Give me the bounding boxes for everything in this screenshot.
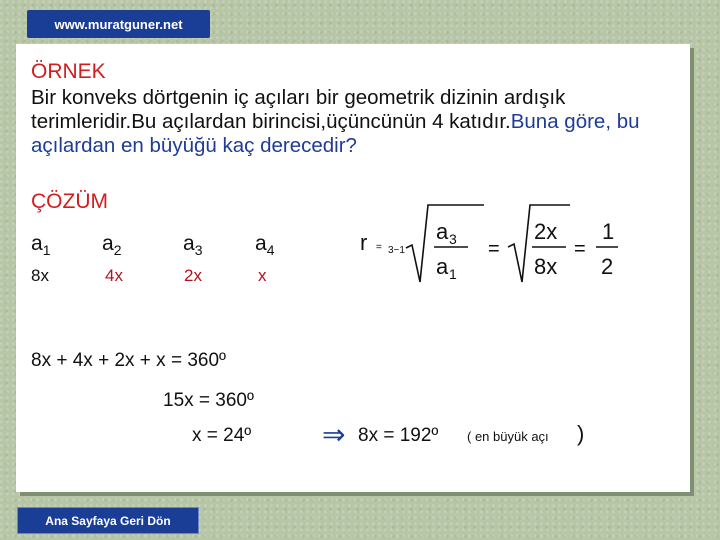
answer-note: ( en büyük açı (467, 429, 549, 444)
term-a3: $a_3$ (183, 232, 203, 259)
ratio-a-bot-idx: 1 (449, 266, 457, 282)
ratio-r: r (360, 230, 368, 255)
ratio-eq2: = (488, 238, 500, 260)
equation-sum: 8x + 4x + 2x + x = 360º (31, 350, 226, 371)
equation-15x: 15x = 360º (163, 390, 254, 411)
value-a4: x (258, 266, 267, 285)
equation-x: x = 24º (192, 425, 252, 446)
term-a4: $a_4$ (255, 232, 275, 259)
term-a1: $a_1$ (31, 232, 51, 259)
ratio-eq3: = (574, 238, 586, 260)
question-part-1: Bir konveks dörtgenin iç açıları bir geometrik dizinin ardışık terimleridir.Bu açılardan birincisi,üçüncünün 4 katıdır. (31, 86, 566, 133)
value-a2: 4x (105, 266, 123, 285)
answer-close-paren: ) (577, 421, 585, 446)
term-a2: $a_2$ (102, 232, 122, 259)
value-a3: 2x (184, 266, 202, 285)
root-index: 3−1 (388, 245, 405, 256)
site-url-tab: www.muratguner.net (27, 10, 210, 38)
ratio-a-top-idx: 3 (449, 231, 457, 247)
example-heading: ÖRNEK (31, 60, 106, 83)
ratio-a-bot: a (436, 254, 449, 279)
frac-bot-8x: 8x (534, 254, 558, 279)
question-text (31, 86, 676, 158)
half-bot: 2 (601, 254, 614, 279)
implies-arrow-icon: ⇒ (322, 419, 346, 450)
answer-equation: 8x = 192º (358, 425, 439, 446)
ratio-a-top: a (436, 219, 449, 244)
solution-heading: ÇÖZÜM (31, 190, 108, 213)
half-top: 1 (602, 219, 615, 244)
ratio-eq: = (376, 242, 382, 253)
back-to-home-button[interactable]: Ana Sayfaya Geri Dön (17, 507, 199, 534)
value-a1: 8x (31, 266, 49, 285)
content-panel (16, 44, 690, 492)
question-part-2: Buna göre, bu açılardan en büyüğü kaç derecedir? (31, 110, 640, 157)
frac-top-2x: 2x (534, 219, 558, 244)
ratio-formula (358, 187, 638, 291)
